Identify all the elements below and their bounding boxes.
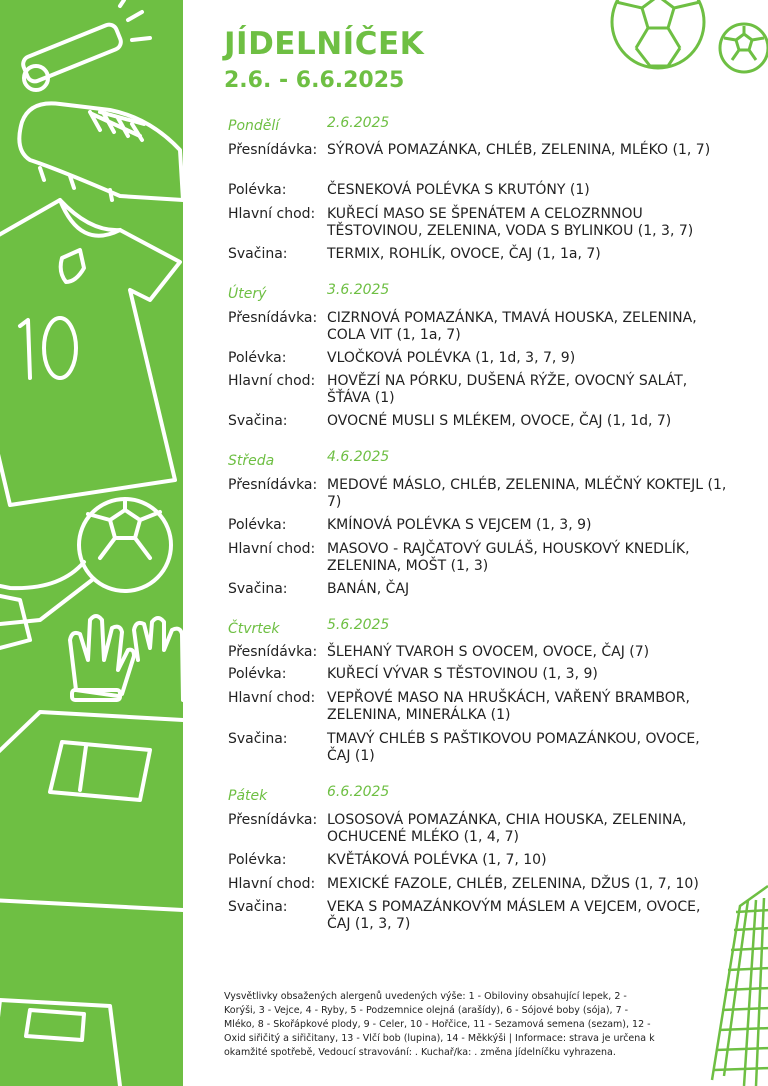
meal-value: BANÁN, ČAJ: [327, 581, 410, 597]
meal-label: Svačina:: [228, 246, 288, 262]
day-name: Pátek: [228, 788, 268, 804]
meal-value: SÝROVÁ POMAZÁNKA, CHLÉB, ZELENINA, MLÉKO (1, 7): [327, 142, 711, 158]
meal-label: Hlavní chod:: [228, 373, 316, 389]
meal-label: Polévka:: [228, 517, 287, 533]
meal-label: Hlavní chod:: [228, 876, 316, 892]
meal-label: Přesnídávka:: [228, 310, 318, 326]
meal-label: Polévka:: [228, 852, 287, 868]
meal-label: Hlavní chod:: [228, 541, 316, 557]
allergen-footnote: Vysvětlivky obsažených alergenů uvedených výše: 1 - Obiloviny obsahující lepek, 2 - Korýši, 3 - Vejce, 4 - Ryby, 5 - Podzemnice olejná (arašídy), 6 - Sójové boby (sója), 7 - Mléko, 8 - Skořápkové plody, 9 - Celer, 10 - Hořčice, 11 - Sezamová semena (sezam), 12 - Oxid siřičitý a siřičitany, 13 - Vlčí bob (lupina), 14 - Měkkýši | Informace: strava je určena k okamžité spotřebě, Vedoucí stravování: . Kuchař/ka: . změna jídelníčku vyhrazena.: [224, 991, 655, 1058]
meal-label: Hlavní chod:: [228, 690, 316, 706]
meal-label: Polévka:: [228, 350, 287, 366]
meal-label: Svačina:: [228, 731, 288, 747]
meal-value: MEXICKÉ FAZOLE, CHLÉB, ZELENINA, DŽUS (1, 7, 10): [327, 876, 699, 892]
football-icon: [612, 0, 704, 68]
day-date: 4.6.2025: [327, 449, 390, 465]
football-pitch-icon: [0, 712, 183, 1086]
meal-label: Svačina:: [228, 899, 288, 915]
day-name: Pondělí: [228, 118, 280, 134]
meal-value: KUŘECÍ MASO SE ŠPENÁTEM A CELOZRNNOU TĚSTOVINOU, ZELENINA, VODA S BYLINKOU (1, 3, 7): [327, 206, 694, 239]
day-date: 2.6.2025: [327, 115, 390, 131]
goalkeeper-gloves-icon: [70, 616, 183, 700]
day-name: Úterý: [228, 286, 267, 302]
meal-label: Hlavní chod:: [228, 206, 316, 222]
meal-label: Polévka:: [228, 666, 287, 682]
meal-value: HOVĚZÍ NA PÓRKU, DUŠENÁ RÝŽE, OVOCNÝ SALÁT, ŠŤÁVA (1): [327, 373, 688, 406]
meal-label: Přesnídávka:: [228, 477, 318, 493]
day-name: Čtvrtek: [228, 621, 280, 637]
whistle-icon: [21, 0, 150, 90]
meal-value: ČESNEKOVÁ POLÉVKA S KRUTÓNY (1): [327, 182, 590, 198]
football-icon: [720, 24, 768, 72]
day-date: 6.6.2025: [327, 784, 390, 800]
meal-label: Přesnídávka:: [228, 142, 318, 158]
meal-value: TMAVÝ CHLÉB S PAŠTIKOVOU POMAZÁNKOU, OVOCE, ČAJ (1): [327, 731, 700, 764]
football-boot-icon: [19, 103, 183, 200]
meal-value: OVOCNÉ MUSLI S MLÉKEM, OVOCE, ČAJ (1, 1d, 7): [327, 413, 672, 429]
meal-value: KVĚTÁKOVÁ POLÉVKA (1, 7, 10): [327, 852, 547, 868]
meal-value: MASOVO - RAJČATOVÝ GULÁŠ, HOUSKOVÝ KNEDLÍK, ZELENINA, MOŠT (1, 3): [327, 541, 690, 574]
page-title: JÍDELNÍČEK: [224, 26, 425, 62]
day-name: Středa: [228, 453, 275, 469]
meal-value: VEKA S POMAZÁNKOVÝM MÁSLEM A VEJCEM, OVOCE, ČAJ (1, 3, 7): [327, 899, 701, 932]
meal-value: KMÍNOVÁ POLÉVKA S VEJCEM (1, 3, 9): [327, 517, 592, 533]
date-range: 2.6. - 6.6.2025: [224, 68, 405, 93]
meal-value: MEDOVÉ MÁSLO, CHLÉB, ZELENINA, MLÉČNÝ KOKTEJL (1, 7): [327, 477, 727, 510]
jersey-icon: [0, 200, 180, 505]
day-date: 5.6.2025: [327, 617, 390, 633]
meal-value: KUŘECÍ VÝVAR S TĚSTOVINOU (1, 3, 9): [327, 666, 598, 682]
meal-value: ŠLEHANÝ TVAROH S OVOCEM, OVOCE, ČAJ (7): [327, 644, 650, 660]
meal-label: Polévka:: [228, 182, 287, 198]
meal-value: LOSOSOVÁ POMAZÁNKA, CHIA HOUSKA, ZELENINA, OCHUCENÉ MLÉKO (1, 4, 7): [327, 812, 687, 845]
meal-label: Přesnídávka:: [228, 812, 318, 828]
meal-label: Přesnídávka:: [228, 644, 318, 660]
meal-label: Svačina:: [228, 413, 288, 429]
decorative-sidebar: [0, 0, 183, 1086]
meal-value: VLOČKOVÁ POLÉVKA (1, 1d, 3, 7, 9): [327, 350, 576, 366]
corner-footballs: [600, 0, 768, 90]
meal-label: Svačina:: [228, 581, 288, 597]
meal-value: VEPŘOVÉ MASO NA HRUŠKÁCH, VAŘENÝ BRAMBOR, ZELENINA, MINERÁLKA (1): [327, 690, 690, 723]
meal-value: TERMIX, ROHLÍK, OVOCE, ČAJ (1, 1a, 7): [327, 246, 601, 262]
meal-value: CIZRNOVÁ POMAZÁNKA, TMAVÁ HOUSKA, ZELENINA, COLA VIT (1, 1a, 7): [327, 310, 697, 343]
day-date: 3.6.2025: [327, 282, 390, 298]
